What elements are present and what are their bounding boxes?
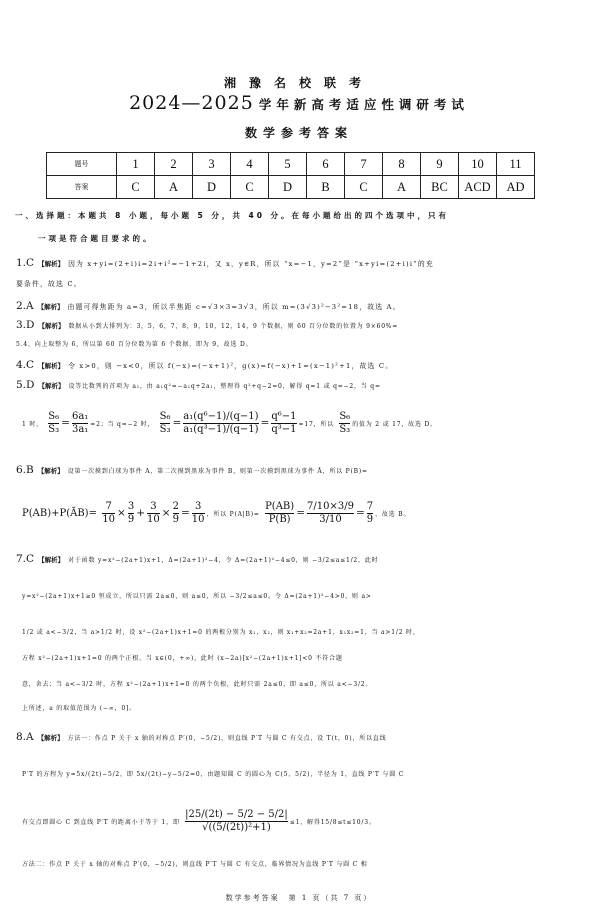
solution-text: 15/8≤t≤10/3。 — [320, 819, 376, 826]
solution-text: =2；当 q=−2 时， — [90, 421, 155, 428]
solution-number: 7.C — [16, 553, 35, 565]
solution-8-line4: 方法二：作点 P 关于 x 轴的对称点 P′(0，−5/2)，则直线 P′T 与圆 C 有交点，临界情况为直线 P′T 与圆 C 相 — [22, 861, 368, 868]
solution-7-line6: 上所述，a 的取值范围为 (−∞，0]。 — [22, 705, 136, 712]
answer-cell: AD — [497, 176, 535, 199]
solution-text: 1 时， — [22, 421, 43, 428]
question-number: 7 — [345, 153, 383, 176]
analysis-tag: 【解析】 — [38, 260, 65, 268]
question-number: 1 — [117, 153, 155, 176]
solution-4 — [16, 358, 393, 373]
question-number: 10 — [459, 153, 497, 176]
answer-cell: D — [193, 176, 231, 199]
solution-text: 因为 x+yi=(2+i)i=2i+i²=−1+2i，又 x，y∈R，所以 “x=−1，y=2”是 “x+yi=(2+i)i”的充 — [68, 260, 434, 268]
solution-6-cont: P(AB)+P(ĀB)= $\frac{7}{10}$ × $\frac{3}{9}$ + $\frac{3}{10}$ × $\frac{2}{9}$ = $\frac{3}{10}$ ，所以 P(A|B)= $\frac{P(AB)}{P(B)}$ = $\frac{7/10\times 3/9}{3/10}$ = $\frac{7}{9}$ ，故选 B。 — [22, 500, 411, 525]
page-footer: 数学参考答案 第 1 页（共 7 页） — [225, 894, 373, 902]
fraction: $\frac{\text{S₆}}{\text{S₃}}$ — [48, 410, 60, 435]
fraction: $\frac{2}{9}$ — [172, 500, 179, 525]
solution-text: ≤1，解得 — [289, 819, 321, 826]
solution-text: 数据从小到大排列为：3，5，6，7，8，9，10，12，14，9 个数据，则 60 百分位数的位置为 9×60%= — [68, 323, 399, 330]
answer-cell: ACD — [459, 176, 497, 199]
answer-table-answer-row — [47, 176, 535, 199]
answer-cell: B — [307, 176, 345, 199]
solution-number: 1.C — [16, 257, 35, 269]
solution-number: 5.D — [16, 379, 35, 391]
fraction: $\frac{3}{10}$ — [191, 500, 205, 525]
solution-text: 方法一：作点 P 关于 x 轴的对称点 P′(0，−5/2)，则直线 P′T 与圆 C 有交点，设 T(t，0)，所以直线 — [67, 735, 387, 742]
question-number: 11 — [497, 153, 535, 176]
section-heading-cont: 一项是符合题目要求的。 — [38, 234, 154, 243]
analysis-tag: 【解析】 — [37, 467, 64, 475]
solution-1 — [16, 256, 434, 271]
analysis-tag: 【解析】 — [38, 382, 65, 390]
solution-text: 设第一次摸到白球为事件 A，第二次摸到黑球为事件 B，则第一次摸到黑球为事件 Ā，所以 P(B)= — [67, 468, 368, 475]
solution-5 — [16, 378, 381, 394]
answer-cell: D — [269, 176, 307, 199]
answer-table-number-row — [47, 153, 535, 176]
solution-text: 设等比数列的首项为 a₁，由 a₁q²=−a₁q+2a₁，整理得 q²+q−2=0，解得 q=1 或 q=−2，当 q= — [68, 383, 381, 390]
solution-5-cont: 1 时， $\frac{\text{S₆}}{\text{S₃}}$ = $\frac{\text{6a₁}}{\text{3a₁}}$ =2；当 q=−2 时， $\frac{\text{S₆}}{\text{S₃}}$ = $\frac{\text{a₁(q⁶−1)/(q−1)}}{\text{a₁(q³−1)/(q−1)}}$ = $\frac{\text{q⁶−1}}{\text{q³−1}}$ =17，所以 $\frac{\text{S₆}}{\text{S₃}}$ 的值为 2 或 17，故选 D。 — [22, 410, 437, 435]
solution-text: 的值为 2 或 17，故选 D。 — [352, 421, 437, 428]
fraction: $\frac{\text{6a₁}}{\text{3a₁}}$ — [71, 410, 89, 435]
solution-2 — [16, 299, 401, 314]
fraction: $\frac{3}{9}$ — [127, 500, 135, 525]
analysis-tag: 【解析】 — [38, 322, 65, 330]
solution-text: ，故选 B。 — [375, 511, 411, 518]
answer-cell: A — [155, 176, 193, 199]
question-number: 4 — [231, 153, 269, 176]
section-heading: 一、选择题：本题共 8 小题，每小题 5 分，共 40 分。在每小题给出的四个选项中，只有 — [15, 211, 450, 220]
fraction: $\frac{\text{q⁶−1}}{\text{q³−1}}$ — [271, 410, 297, 435]
answer-cell: C — [231, 176, 269, 199]
exam-org-title: 湘豫名校联考 — [223, 76, 374, 90]
solution-1-cont: 要条件，故选 C。 — [16, 280, 82, 288]
question-number: 2 — [155, 153, 193, 176]
fraction: $\frac{7}{10}$ — [102, 500, 116, 525]
answer-table — [46, 152, 535, 199]
question-number: 8 — [383, 153, 421, 176]
solution-number: 4.C — [16, 359, 35, 371]
solution-7-line4: 方程 x²−(2a+1)x+1=0 的两个正根，当 x∈(0，+∞)，此时 (x−2a)[x²−(2a+1)x+1]<0 不符合题 — [22, 655, 343, 662]
solution-3 — [16, 318, 398, 334]
exam-year: 2024—2025 — [129, 92, 254, 114]
solution-3-cont: 5.4，向上取整为 6，所以第 60 百分位数为第 6 个数据，即为 9，故选 D。 — [16, 341, 253, 348]
solution-text: =17，所以 — [298, 421, 334, 428]
fraction: $\frac{\text{S₆}}{\text{S₃}}$ — [159, 410, 171, 435]
solution-number: 3.D — [16, 319, 35, 331]
fraction: $\frac{\text{S₆}}{\text{S₃}}$ — [339, 410, 351, 435]
row-label-answer: 答案 — [47, 176, 117, 199]
fraction: $\frac{\text{a₁(q⁶−1)/(q−1)}}{\text{a₁(q³−1)/(q−1)}}$ — [183, 410, 259, 435]
fraction: $\frac{3}{10}$ — [147, 500, 160, 525]
fraction: $\frac{|25/(2t) - 5/2 - 5/2|}{\text{√((5/(2t))²+1)}}$ — [185, 808, 288, 833]
analysis-tag: 【解析】 — [38, 556, 65, 564]
solution-7-line5: 意，舍去；当 a<−3/2 时，方程 x²−(2a+1)x+1=0 的两个负根，此时只需 2a≤0，即 a≤0，所以 a<−3/2。 — [22, 681, 373, 688]
solution-number: 2.A — [16, 300, 34, 312]
answer-cell: A — [383, 176, 421, 199]
solution-text: 令 x>0，则 −x<0，所以 f(−x)=(−x+1)²，g(x)=f(−x)+1=(x−1)²+1，故选 C。 — [68, 362, 394, 370]
solution-8-line2: P′T 的方程为 y=5x/(2t)−5/2，即 5x/(2t)−y−5/2=0，由题知圆 C 的圆心为 C(5，5/2)，半径为 1，直线 P′T 与圆 C — [22, 771, 405, 778]
solution-text: 由题可得焦距为 a=3，所以半焦距 c=√3×3=3√3，所以 m=(3√3)²−3²=18，故选 A。 — [67, 303, 401, 311]
fraction: $\frac{7/10\times 3/9}{3/10}$ — [307, 500, 354, 525]
solution-7-line3: 1/2 或 a<−3/2，当 a>1/2 时，设 x²−(2a+1)x+1=0 的两根分别为 x₁，x₂，则 x₁+x₂=2a+1，x₁x₂=1，当 a>1/2 时， — [22, 629, 420, 636]
fraction: $\frac{P(AB)}{P(B)}$ — [265, 500, 295, 525]
solution-text: ，所以 P(A|B)= — [206, 511, 260, 518]
question-number: 3 — [193, 153, 231, 176]
analysis-tag: 【解析】 — [38, 362, 65, 370]
solution-number: 8.A — [16, 731, 34, 743]
answer-cell: BC — [421, 176, 459, 199]
exam-name: 学年新高考适应性调研考试 — [258, 97, 469, 112]
question-number: 6 — [307, 153, 345, 176]
analysis-tag: 【解析】 — [37, 303, 64, 311]
question-number: 9 — [421, 153, 459, 176]
solution-7-line2: y=x²−(2a+1)x+1≥0 恒成立，所以只需 2a≤0，则 a≤0，所以 −3/2≤a≤0。令 Δ=(2a+1)²−4>0，则 a> — [22, 593, 372, 600]
solution-8 — [16, 730, 386, 746]
solution-text: P(AB)+P(ĀB)= — [22, 508, 97, 519]
question-number: 5 — [269, 153, 307, 176]
answer-cell: C — [117, 176, 155, 199]
exam-title — [0, 92, 598, 114]
answer-cell: C — [345, 176, 383, 199]
solution-number: 6.B — [16, 464, 34, 476]
solution-text: 对于函数 y=x²−(2a+1)x+1，Δ=(2a+1)²−4，令 Δ=(2a+1)²−4≤0，则 −3/2≤a≤1/2，此时 — [68, 557, 379, 564]
solution-7 — [16, 552, 378, 568]
row-label-number: 题号 — [47, 153, 117, 176]
solution-6 — [16, 463, 368, 479]
analysis-tag: 【解析】 — [37, 734, 64, 742]
fraction: $\frac{7}{9}$ — [366, 500, 374, 525]
solution-8-line3 — [22, 798, 376, 846]
solution-text: 有交点即圆心 C 到直线 P′T 的距离小于等于 1，即 — [22, 819, 180, 826]
doc-title: 数学参考答案 — [244, 126, 353, 140]
